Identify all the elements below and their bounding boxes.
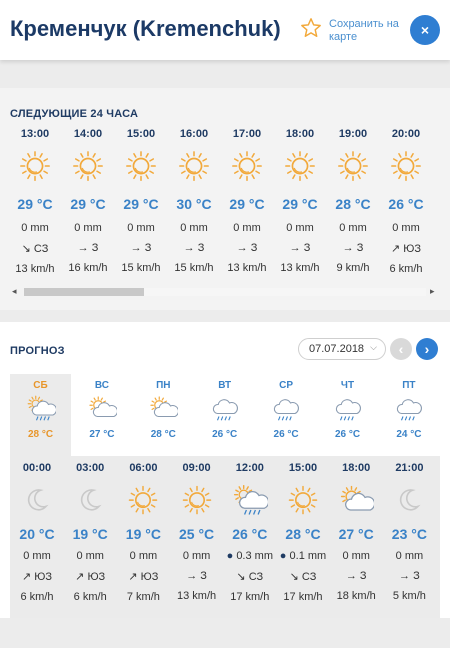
day-tab[interactable] — [378, 374, 439, 456]
forecast-hour-time: 03:00 — [76, 462, 105, 474]
forecast-hour-wind — [223, 570, 277, 583]
hour-rain: 0 mm — [127, 222, 155, 234]
hour-temp: 29 °C — [282, 196, 318, 212]
hour-column — [326, 128, 380, 274]
moon-icon — [72, 484, 108, 518]
wind-direction: З — [144, 242, 152, 254]
sun-icon — [228, 150, 266, 184]
forecast-hour-rain — [223, 550, 277, 562]
forecast-hour-temp: 23 °C — [391, 526, 427, 542]
forecast-hour-column — [329, 456, 383, 602]
hour-time: 20:00 — [391, 128, 421, 140]
hour-column — [167, 128, 221, 274]
rain-amount: 0 mm — [342, 550, 370, 562]
hour-wind-speed: 13 km/h — [227, 262, 267, 274]
hour-column — [61, 128, 115, 274]
hour-temp: 28 °C — [335, 196, 371, 212]
day-temp: 28 °C — [150, 429, 176, 440]
rain-amount: 0 mm — [23, 550, 51, 562]
next-day-button[interactable] — [416, 338, 438, 360]
sun-icon — [179, 484, 215, 518]
hour-rain: 0 mm — [286, 222, 314, 234]
hour-wind — [8, 242, 62, 255]
rain-amount: 0.3 mm — [236, 550, 273, 562]
day-tab[interactable] — [71, 374, 132, 456]
day-temp: 26 °C — [273, 429, 299, 440]
wind-arrow-icon: ↗ — [128, 571, 138, 583]
forecast-hour-wind-speed: 7 km/h — [126, 591, 160, 603]
day-name: СБ — [33, 380, 48, 391]
forecast-title: ПРОГНОЗ — [10, 345, 65, 357]
chevron-down-icon: ⌵ — [370, 342, 377, 352]
day-tab[interactable] — [317, 374, 378, 456]
forecast-hour-rain — [382, 550, 436, 562]
wind-arrow-icon: → — [289, 242, 301, 254]
forecast-hour-column — [170, 456, 224, 602]
hour-wind — [326, 242, 380, 254]
forecast-hour-wind-speed: 6 km/h — [73, 591, 107, 603]
day-tab[interactable] — [10, 374, 71, 456]
scrollbar-thumb[interactable] — [24, 288, 144, 296]
hour-time: 13:00 — [20, 128, 50, 140]
forecast-hour-column — [63, 456, 117, 603]
hour-rain: 0 mm — [21, 222, 49, 234]
wind-direction: З — [359, 570, 367, 582]
hour-temp: 30 °C — [176, 196, 212, 212]
cloud-rain-icon — [210, 395, 240, 423]
forecast-hour-rain — [10, 550, 64, 562]
forecast-hour-temp: 27 °C — [338, 526, 374, 542]
forecast-hour-temp: 20 °C — [19, 526, 55, 542]
wind-direction: ЮЗ — [140, 571, 159, 583]
sun-cloud-icon — [148, 395, 178, 423]
scroll-right-icon[interactable]: ▸ — [430, 286, 435, 296]
wind-direction: З — [197, 242, 205, 254]
cloud-rain-icon — [394, 395, 424, 423]
forecast-hour-rain — [170, 550, 224, 562]
forecast-hour-column — [276, 456, 330, 603]
date-value: 07.07.2018 — [309, 343, 365, 355]
forecast-hour-wind-speed: 13 km/h — [177, 590, 217, 602]
hour-temp: 29 °C — [229, 196, 265, 212]
hour-wind-speed: 13 km/h — [280, 262, 320, 274]
day-temp: 28 °C — [27, 429, 54, 440]
forecast-hour-temp: 28 °C — [285, 526, 321, 542]
wind-arrow-icon: → — [236, 242, 248, 254]
sun-icon — [69, 150, 107, 184]
hour-wind-speed: 13 km/h — [15, 263, 55, 275]
wind-direction: З — [413, 570, 420, 582]
hour-temp: 26 °C — [388, 196, 424, 212]
hour-wind — [61, 242, 115, 254]
moon-icon — [391, 484, 427, 518]
close-button[interactable] — [410, 15, 440, 45]
hour-temp: 29 °C — [123, 196, 159, 212]
day-hours-list — [10, 456, 440, 618]
forecast-hour-wind — [329, 570, 383, 582]
sun-icon — [175, 150, 213, 184]
wind-arrow-icon: → — [77, 242, 89, 254]
wind-arrow-icon: ↗ — [75, 571, 85, 583]
forecast-hour-temp: 25 °C — [179, 526, 215, 542]
page-title: Кременчук (Kremenchuk) — [10, 16, 281, 41]
day-tab[interactable] — [256, 374, 317, 456]
wind-direction: СЗ — [33, 243, 49, 255]
hour-time: 16:00 — [179, 128, 209, 140]
forecast-hour-temp: 19 °C — [125, 526, 161, 542]
day-name: ВС — [94, 380, 109, 391]
rain-amount: 0 mm — [182, 550, 211, 562]
sun-icon — [122, 150, 160, 184]
day-name: ВТ — [218, 380, 232, 391]
day-tabs — [10, 374, 440, 456]
forecast-hour-temp: 19 °C — [72, 526, 108, 542]
sun-icon — [334, 150, 372, 184]
hour-wind-speed: 6 km/h — [389, 263, 423, 275]
wind-direction: ЮЗ — [34, 571, 53, 583]
date-select[interactable] — [298, 338, 386, 360]
chevron-left-icon: ‹ — [398, 341, 404, 357]
chevron-right-icon: › — [424, 341, 430, 357]
day-temp: 26 °C — [334, 429, 361, 440]
forecast-hour-wind-speed: 5 km/h — [392, 590, 426, 602]
star-icon — [300, 17, 322, 39]
day-tab[interactable] — [133, 374, 194, 456]
day-temp: 24 °C — [396, 429, 422, 440]
wind-direction: З — [356, 242, 364, 254]
sun-cloud-rain-icon — [232, 484, 268, 518]
day-temp: 26 °C — [212, 429, 238, 440]
wind-arrow-icon: → — [345, 570, 357, 582]
hour-wind — [273, 242, 327, 254]
sun-icon — [16, 150, 54, 184]
forecast-hour-column — [10, 456, 64, 603]
hour-rain: 0 mm — [180, 222, 208, 234]
forecast-hour-wind-speed: 6 km/h — [20, 591, 54, 603]
forecast-hour-time: 18:00 — [342, 462, 371, 474]
sun-icon — [387, 150, 425, 184]
page-bottom — [0, 618, 450, 648]
raindrop-icon: ● — [279, 550, 287, 562]
next-24-hours-list — [6, 128, 444, 284]
wind-arrow-icon: ↗ — [21, 571, 32, 583]
cloud-rain-icon — [271, 395, 301, 423]
forecast-hour-wind-speed: 18 km/h — [336, 590, 376, 602]
sun-cloud-icon — [338, 484, 374, 518]
hour-wind — [220, 242, 274, 254]
rain-amount: 0 mm — [129, 550, 158, 562]
hour-column — [114, 128, 168, 274]
wind-direction: З — [200, 570, 207, 582]
day-name: СР — [279, 380, 294, 391]
wind-arrow-icon: → — [183, 242, 195, 254]
wind-direction: З — [91, 242, 99, 254]
rain-amount: 0 mm — [395, 550, 424, 562]
wind-direction: СЗ — [248, 571, 264, 583]
forecast-hour-wind — [116, 570, 170, 583]
scroll-left-icon[interactable]: ◂ — [12, 286, 17, 296]
sun-icon — [281, 150, 319, 184]
forecast-hour-wind — [276, 570, 330, 583]
hour-wind-speed: 9 km/h — [336, 262, 370, 274]
prev-day-button[interactable] — [390, 338, 412, 360]
close-icon: × — [420, 22, 430, 38]
hour-column — [220, 128, 274, 274]
cloud-rain-icon — [333, 395, 363, 423]
hour-column — [273, 128, 327, 274]
forecast-hour-temp: 26 °C — [232, 526, 268, 542]
forecast-hour-wind — [382, 570, 436, 582]
wind-arrow-icon: → — [130, 242, 142, 254]
hour-rain: 0 mm — [233, 222, 261, 234]
hour-temp: 29 °C — [17, 196, 53, 212]
hour-time: 14:00 — [73, 128, 103, 140]
hour-rain: 0 mm — [392, 222, 420, 234]
horizontal-scrollbar[interactable] — [10, 286, 440, 298]
moon-icon — [19, 484, 55, 518]
hour-time: 15:00 — [126, 128, 156, 140]
sun-icon — [125, 484, 161, 518]
wind-direction: ЮЗ — [87, 571, 106, 583]
hour-wind — [114, 242, 168, 254]
forecast-hour-time: 15:00 — [288, 462, 318, 474]
forecast-hour-column — [116, 456, 170, 603]
wind-direction: З — [303, 242, 311, 254]
hour-wind-speed: 15 km/h — [121, 262, 161, 274]
hour-time: 18:00 — [285, 128, 315, 140]
wind-arrow-icon: → — [399, 570, 411, 582]
next-24-hours-title: СЛЕДУЮЩИЕ 24 ЧАСА — [10, 108, 139, 120]
hour-time: 17:00 — [232, 128, 262, 140]
hour-wind — [379, 242, 433, 255]
sun-icon — [285, 484, 321, 518]
hour-rain: 0 mm — [74, 222, 102, 234]
wind-direction: ЮЗ — [403, 243, 422, 255]
wind-arrow-icon: ↘ — [21, 243, 31, 255]
forecast-hour-rain — [276, 550, 330, 562]
forecast-hour-time: 06:00 — [129, 462, 158, 474]
header — [0, 0, 450, 60]
save-to-map-button[interactable] — [300, 15, 404, 47]
forecast-hour-rain — [329, 550, 383, 562]
save-to-map-label: Сохранить на карте — [329, 18, 399, 43]
wind-arrow-icon: ↗ — [390, 243, 401, 255]
forecast-hour-time: 00:00 — [22, 462, 52, 474]
wind-direction: СЗ — [301, 571, 317, 583]
forecast-hour-rain — [116, 550, 170, 562]
hour-wind-speed: 16 km/h — [68, 262, 108, 274]
sun-cloud-rain-icon — [26, 395, 56, 423]
hour-wind-speed: 15 km/h — [174, 262, 214, 274]
forecast-hour-wind — [170, 570, 224, 582]
day-name: ПН — [156, 380, 171, 391]
raindrop-icon: ● — [226, 550, 234, 562]
wind-arrow-icon: → — [186, 570, 198, 582]
day-name: ПТ — [402, 380, 416, 391]
day-tab[interactable] — [194, 374, 255, 456]
hour-temp: 29 °C — [70, 196, 106, 212]
forecast-hour-rain — [63, 550, 117, 562]
day-temp: 27 °C — [89, 429, 115, 440]
forecast-hour-column — [382, 456, 436, 602]
day-name: ЧТ — [340, 380, 355, 391]
forecast-hour-wind-speed: 17 km/h — [230, 591, 270, 603]
hour-rain: 0 mm — [339, 222, 367, 234]
hour-column — [8, 128, 62, 275]
wind-direction: З — [250, 242, 258, 254]
forecast-hour-column — [223, 456, 277, 603]
forecast-hour-wind — [10, 570, 64, 583]
rain-amount: 0.1 mm — [289, 550, 327, 562]
forecast-hour-wind-speed: 17 km/h — [283, 591, 323, 603]
wind-arrow-icon: ↘ — [236, 571, 246, 583]
forecast-hour-wind — [63, 570, 117, 583]
forecast-hour-time: 12:00 — [235, 462, 264, 474]
sun-cloud-icon — [87, 395, 117, 423]
hour-column — [379, 128, 433, 275]
wind-arrow-icon: → — [342, 242, 354, 254]
rain-amount: 0 mm — [76, 550, 104, 562]
forecast-hour-time: 09:00 — [182, 462, 211, 474]
hour-time: 19:00 — [338, 128, 368, 140]
wind-arrow-icon: ↘ — [289, 571, 299, 583]
hour-wind — [167, 242, 221, 254]
forecast-hour-time: 21:00 — [395, 462, 424, 474]
